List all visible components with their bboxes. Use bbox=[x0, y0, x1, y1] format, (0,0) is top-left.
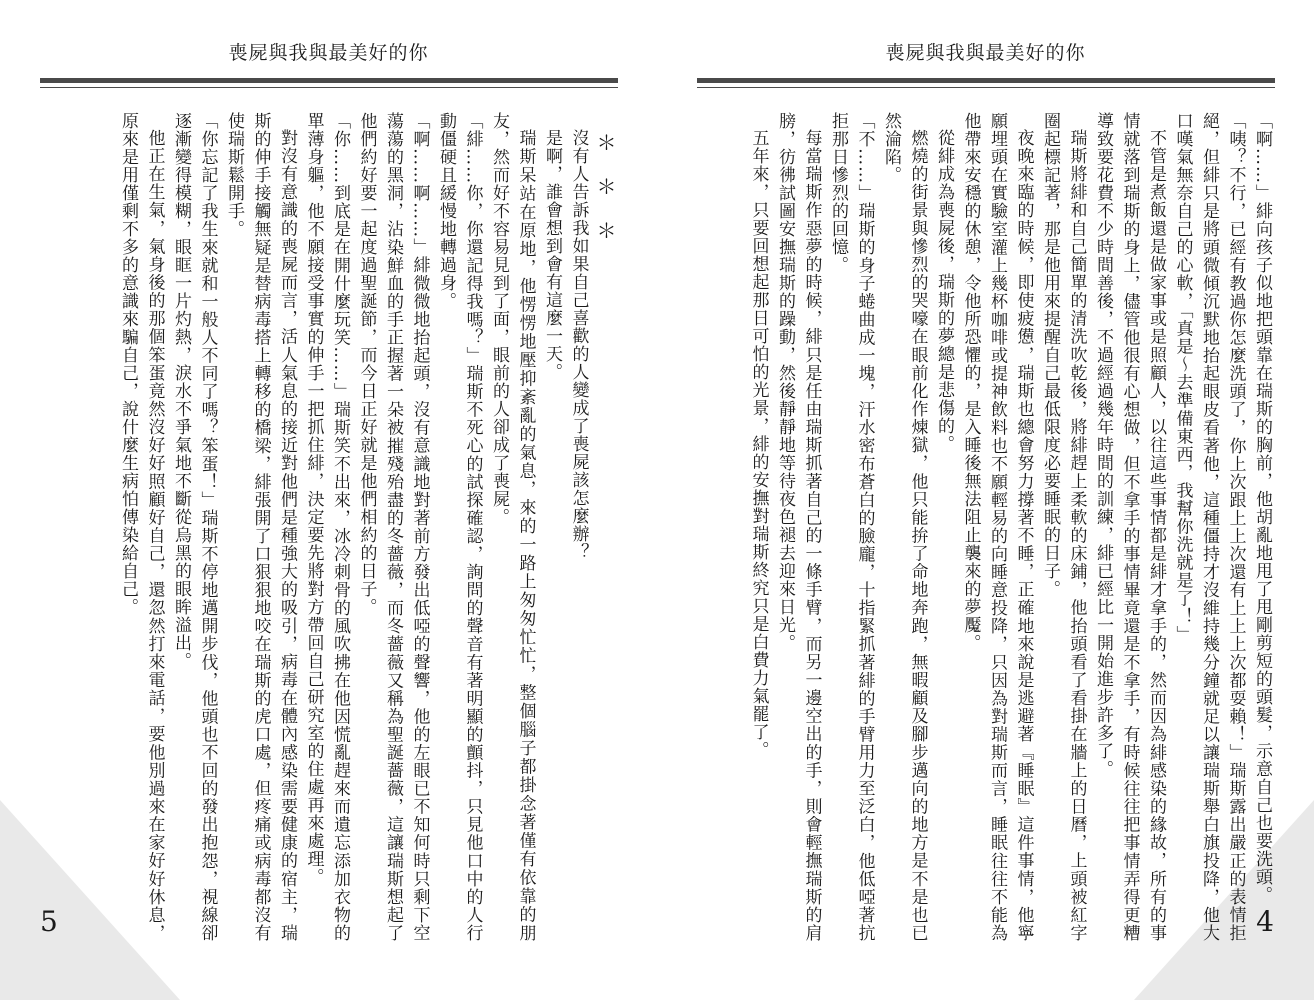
paragraph: 「不……」瑞斯的身子蜷曲成一塊，汗水密布蒼白的臉龐，十指緊抓著緋的手臂用力至泛白，他低啞著抗拒那日慘烈的回憶。 bbox=[828, 112, 875, 942]
body-text bbox=[58, 112, 618, 942]
paragraph: 是啊，誰會想到會有這麼一天。 bbox=[542, 129, 562, 381]
paragraph: 「緋……你，你還記得我嗎？」瑞斯不死心的試探確認，詢問的聲音有著明顯的顫抖，只見他口中的人行動僵硬且緩慢地轉過身。 bbox=[436, 112, 483, 942]
paragraph: 五年來，只要回想起那日可怕的光景，緋的安撫對瑞斯終究只是白費力氣罷了。 bbox=[748, 129, 769, 759]
paragraph: 他正在生氣，氣身後的那個笨蛋竟然沒好好照顧好自己，還忽然打來電話，要他別過來在家好好休息，原來是用僅剩不多的意識來騙自己，說什麼生病怕傳染給自己。 bbox=[118, 112, 165, 942]
paragraph: 不管是煮飯還是做家事或是照顧人，以往這些事情都是緋才拿手的，然而因為緋感染的緣故，所有的事情就落到瑞斯的身上，儘管他很有心想做，但不拿手的事情畢竟還是不拿手，有時候往往把事情弄得更糟導致要花費不少時間善後，不過經過幾年時間的訓練，緋已經比一開始進步許多了。 bbox=[1093, 112, 1166, 942]
paragraph: 燃燒的街景與慘烈的哭嚎在眼前化作煉獄，他只能拚了命地奔跑，無暇顧及腳步邁向的地方是不是也已然淪陷。 bbox=[881, 112, 928, 942]
paragraph: 「你忘記了我生來就和一般人不同了嗎？笨蛋！」瑞斯不停地邁開步伐，他頭也不回的發出抱怨，視線卻逐漸變得模糊，眼眶一片灼熱，淚水不爭氣地不斷從烏黑的眼眸溢出。 bbox=[171, 112, 218, 942]
paragraph: 「啊……」緋向孩子似地把頭靠在瑞斯的胸前，他胡亂地甩了甩剛剪短的頭髮，示意自己也要洗頭。 bbox=[1252, 112, 1272, 904]
paragraph: 「啊……啊……」緋微微地抬起頭，沒有意識地對著前方發出低啞的聲響，他的左眼已不知何時只剩下空蕩蕩的黑洞，沾染鮮血的手正握著一朵被摧殘殆盡的冬薔薇，而冬薔薇又稱為聖誕薔薇，這讓瑞斯想起了他們約好要一起度過聖誕節，而今日正好就是他們相約的日子。 bbox=[356, 112, 430, 942]
paragraph: 瑞斯將緋和自己簡單的清洗吹乾後，將緋趕上柔軟的床鋪，他抬頭看了看掛在牆上的日曆，上頭被紅字圈起標記著，那是他用來提醒自己最低限度必要睡眠的日子。 bbox=[1040, 112, 1087, 942]
paragraph: 從緋成為喪屍後，瑞斯的夢總是悲傷的。 bbox=[934, 129, 954, 453]
header-rule-thick bbox=[40, 78, 618, 83]
running-header: 喪屍與我與最美好的你 bbox=[228, 42, 429, 64]
paragraph: 沒有人告訴我如果自己喜歡的人變成了喪屍該怎麼辦？ bbox=[568, 129, 589, 561]
body-text bbox=[727, 112, 1275, 942]
paragraph: 對沒有意識的喪屍而言，活人氣息的接近對他們是種強大的吸引，病毒在體內感染需要健康的宿主，瑞斯的伸手接觸無疑是替病毒搭上轉移的橋梁，緋張開了口狠狠地咬在瑞斯的虎口處，但疼痛或病毒都沒有使瑞斯鬆開手。 bbox=[224, 112, 297, 942]
running-header: 喪屍與我與最美好的你 bbox=[885, 42, 1086, 64]
header-rule-thin bbox=[697, 87, 1275, 88]
right-page bbox=[657, 0, 1314, 1000]
page-number: 5 bbox=[40, 905, 58, 938]
paragraph: 每當瑞斯作惡夢的時候，緋只是任由瑞斯抓著自己的一條手臂，而另一邊空出的手，則會輕撫瑞斯的肩膀，彷彿試圖安撫瑞斯的躁動，然後靜靜地等待夜色褪去迎來日光。 bbox=[775, 112, 822, 942]
paragraph: 「咦？不行，已經有教過你怎麼洗頭了，你上次跟上上次還有上上上次都耍賴！」瑞斯露出嚴正的表情拒絕，但緋只是將頭微傾沉默地抬起眼皮看著他，這種僵持才沒維持幾分鐘就足以讓瑞斯舉白旗投降，他大口嘆氣無奈自己的心軟，「真是～去準備東西，我幫你洗就是了！」 bbox=[1172, 112, 1246, 942]
paragraph: 瑞斯呆站在原地，他愣愣地壓抑紊亂的氣息，來的一路上匆匆忙忙，整個腦子都掛念著僅有依靠的朋友，然而好不容易見到了面，眼前的人卻成了喪屍。 bbox=[489, 112, 536, 942]
header-rule-thin bbox=[40, 87, 618, 88]
page-number: 4 bbox=[1256, 905, 1274, 938]
paragraph: 「你……到底是在開什麼玩笑……」瑞斯笑不出來，冰冷刺骨的風吹拂在他因慌亂趕來而遺忘添加衣物的單薄身軀，他不願接受事實的伸手一把抓住緋，決定要先將對方帶回自己研究室的住處再來處理。 bbox=[303, 112, 350, 942]
header-rule-thick bbox=[697, 78, 1275, 83]
section-break: ＊＊＊ bbox=[593, 132, 617, 264]
paragraph: 夜晚來臨的時候，即使疲憊，瑞斯也總會努力撐著不睡，正確地來說是逃避著『睡眠』這件事情，他寧願埋頭在實驗室灌上幾杯咖啡或提神飲料也不願輕易的向睡意投降，只因為對瑞斯而言，睡眠往往不能為他帶來安穩的休憩，令他所恐懼的，是入睡後無法阻止襲來的夢魘。 bbox=[960, 112, 1034, 942]
